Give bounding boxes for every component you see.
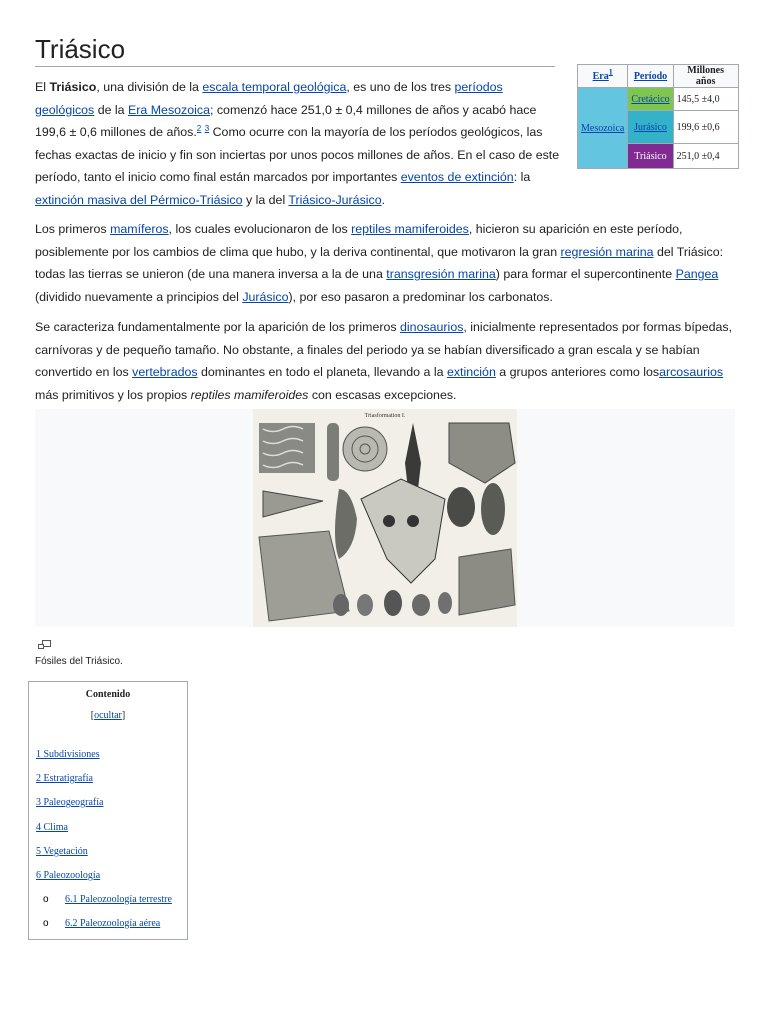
period-cell-jurasico[interactable] xyxy=(628,111,673,144)
toc-item-paleozoologia[interactable]: 6 Paleozoología xyxy=(36,870,101,881)
era-table xyxy=(577,64,739,169)
era-link-mesozoica[interactable]: Mesozoica xyxy=(581,122,625,134)
period-link-jurasico[interactable]: Jurásico xyxy=(634,121,667,133)
era-header[interactable] xyxy=(578,65,628,88)
enlarge-icon[interactable] xyxy=(38,636,51,654)
link-pangea[interactable]: Pangea xyxy=(675,267,719,282)
text: Como ocurre con la mayoría de los períodos geológicos, las fechas exactas de inicio y fin son inciertas por unos pocos millones de años. En el caso de este período, tanto el inicio como final están marcados por importantes xyxy=(35,125,560,185)
period-link-cretacico[interactable]: Cretácico xyxy=(631,93,670,105)
bullet-icon: o xyxy=(43,918,49,929)
skull-fossil xyxy=(361,479,445,583)
value-cell-triasico: 251,0 ±0,4 xyxy=(673,144,738,169)
table-of-contents xyxy=(28,681,188,940)
millions-header: Millones años xyxy=(673,65,738,88)
link-reptiles-mamiferoides[interactable]: reptiles mamiferoides xyxy=(351,222,469,236)
mammals-paragraph xyxy=(35,218,735,308)
text: ) para formar el supercontinente xyxy=(495,267,676,282)
link-dinosaurios[interactable]: dinosaurios xyxy=(400,320,464,334)
text: más primitivos y los propios xyxy=(35,387,191,402)
bone-fossil xyxy=(263,491,323,517)
text: (dividido nuevamente a principios del xyxy=(35,289,243,304)
crinoid-stem-fossil xyxy=(327,423,339,481)
link-mamiferos[interactable]: mamíferos xyxy=(110,222,169,236)
page-title: Triásico xyxy=(35,34,555,67)
period-header[interactable] xyxy=(628,65,673,88)
text: a grupos anteriores como los xyxy=(495,365,660,380)
toc-subitem-aerea[interactable]: 6.2 Paleozoología aérea xyxy=(65,918,161,929)
toc-item-subdivisiones[interactable]: 1 Subdivisiones xyxy=(36,749,100,760)
text: , los cuales evolucionaron de los xyxy=(168,222,352,236)
link-extincion-permico-triasico[interactable]: extinción masiva del Pérmico-Triásico xyxy=(35,192,243,207)
link-jurasico[interactable]: Jurásico xyxy=(242,289,289,304)
text: ; comenzó hace 251,0 ± 0,4 millones de años y acabó hace 199,6 ± 0,6 millones de años. xyxy=(35,102,537,140)
period-cell-triasico: Triásico xyxy=(628,144,673,169)
value-cell-jurasico: 199,6 ±0,6 xyxy=(673,111,738,144)
text: , hicieron su aparición en este período, posiblemente por los cambios de clima que hubo, y la deriva continental, que motivaron la gran xyxy=(35,222,683,259)
link-transgresion-marina[interactable]: transgresión marina xyxy=(386,267,496,282)
fossil-figure xyxy=(35,409,735,627)
toc-item-vegetacion[interactable]: 5 Vegetación xyxy=(36,846,88,857)
shell-fossil-3 xyxy=(384,590,402,616)
link-triasico-jurasico[interactable]: Triásico-Jurásico xyxy=(288,192,382,207)
era-header-ref[interactable]: 1 xyxy=(608,67,613,77)
text: y la del xyxy=(242,192,289,207)
skull-eye-right xyxy=(407,515,419,527)
link-era-mesozoica[interactable]: Era Mesozoica xyxy=(128,102,210,117)
bivalve-fossil xyxy=(481,483,505,535)
toc-item-clima[interactable]: 4 Clima xyxy=(36,822,68,833)
shell-fossil-5 xyxy=(438,592,452,614)
text: : la xyxy=(513,170,531,185)
text: ), por eso pasaron a predominar los carbonatos. xyxy=(288,289,553,304)
starfish-fossil xyxy=(449,423,515,483)
era-header-link[interactable]: Era xyxy=(592,70,609,82)
dinosaurs-paragraph xyxy=(35,316,735,406)
text: , una división de la xyxy=(96,80,203,94)
text: del Triásico: todas las tierras se unieron (de una manera inversa a la de una xyxy=(35,244,724,282)
bold-term: Triásico xyxy=(49,80,97,94)
fossil-plate-image[interactable] xyxy=(253,409,517,627)
shell-fossil-1 xyxy=(333,594,349,616)
link-extincion[interactable]: extinción xyxy=(446,365,496,380)
text: . xyxy=(381,192,386,207)
text: dominantes en todo el planeta, llevando a la xyxy=(197,365,447,380)
toc-hide-link[interactable]: ocultar xyxy=(94,710,122,721)
brachiopod-fossil xyxy=(447,487,475,527)
period-cell-cretacico[interactable] xyxy=(628,88,673,111)
fossil-illustration xyxy=(253,409,517,627)
ammonite-fossil xyxy=(343,427,387,471)
toc-title: Contenido xyxy=(85,689,131,700)
link-regresion-marina[interactable]: regresión marina xyxy=(560,244,654,259)
text: , es uno de los tres xyxy=(346,80,455,94)
ref-2[interactable]: 2 xyxy=(196,124,202,134)
text: El xyxy=(35,80,50,94)
skull-eye-left xyxy=(383,515,395,527)
link-escala-temporal[interactable]: escala temporal geológica xyxy=(202,80,347,94)
text: , inicialmente representados por formas bípedas, carnívoras y de pequeño tamaño. No obstante, a finales del periodo ya se habían diversificado a gran escala y se habían convertido en los xyxy=(35,320,733,380)
intro-paragraph xyxy=(35,76,560,212)
era-cell-mesozoica[interactable] xyxy=(578,88,628,169)
fish-slab-fossil xyxy=(459,549,515,615)
link-periodos-geologicos[interactable]: períodos geológicos xyxy=(35,80,503,117)
ref-3[interactable]: 3 xyxy=(204,124,210,134)
toc-item-paleogeografia[interactable]: 3 Paleogeografía xyxy=(36,797,104,808)
text: Los primeros xyxy=(35,222,111,236)
italic-term: reptiles mamiferoides xyxy=(190,387,309,402)
link-arcosaurios[interactable]: arcosaurios xyxy=(659,365,724,380)
figure-caption: Fósiles del Triásico. xyxy=(35,656,123,667)
bullet-icon: o xyxy=(43,894,49,905)
toc-subitem-terrestre[interactable]: 6.1 Paleozoología terrestre xyxy=(65,894,172,905)
link-eventos-extincion[interactable]: eventos de extinción xyxy=(400,170,514,185)
shell-fossil-4 xyxy=(412,594,430,616)
shell-fossil-2 xyxy=(357,594,373,616)
plate-title: Triasformation I. xyxy=(364,413,406,419)
text: Se caracteriza fundamentalmente por la aparición de los primeros xyxy=(35,320,401,334)
period-header-link[interactable]: Período xyxy=(633,70,668,82)
link-vertebrados[interactable]: vertebrados xyxy=(132,365,198,380)
belemnite-fossil xyxy=(335,489,357,559)
toc-hide-toggle[interactable]: [ocultar] xyxy=(90,710,126,721)
toc-item-estratigrafia[interactable]: 2 Estratigrafía xyxy=(36,773,93,784)
text: con escasas excepciones. xyxy=(308,387,457,402)
text: de la xyxy=(94,102,129,117)
value-cell-cretacico: 145,5 ±4,0 xyxy=(673,88,738,111)
